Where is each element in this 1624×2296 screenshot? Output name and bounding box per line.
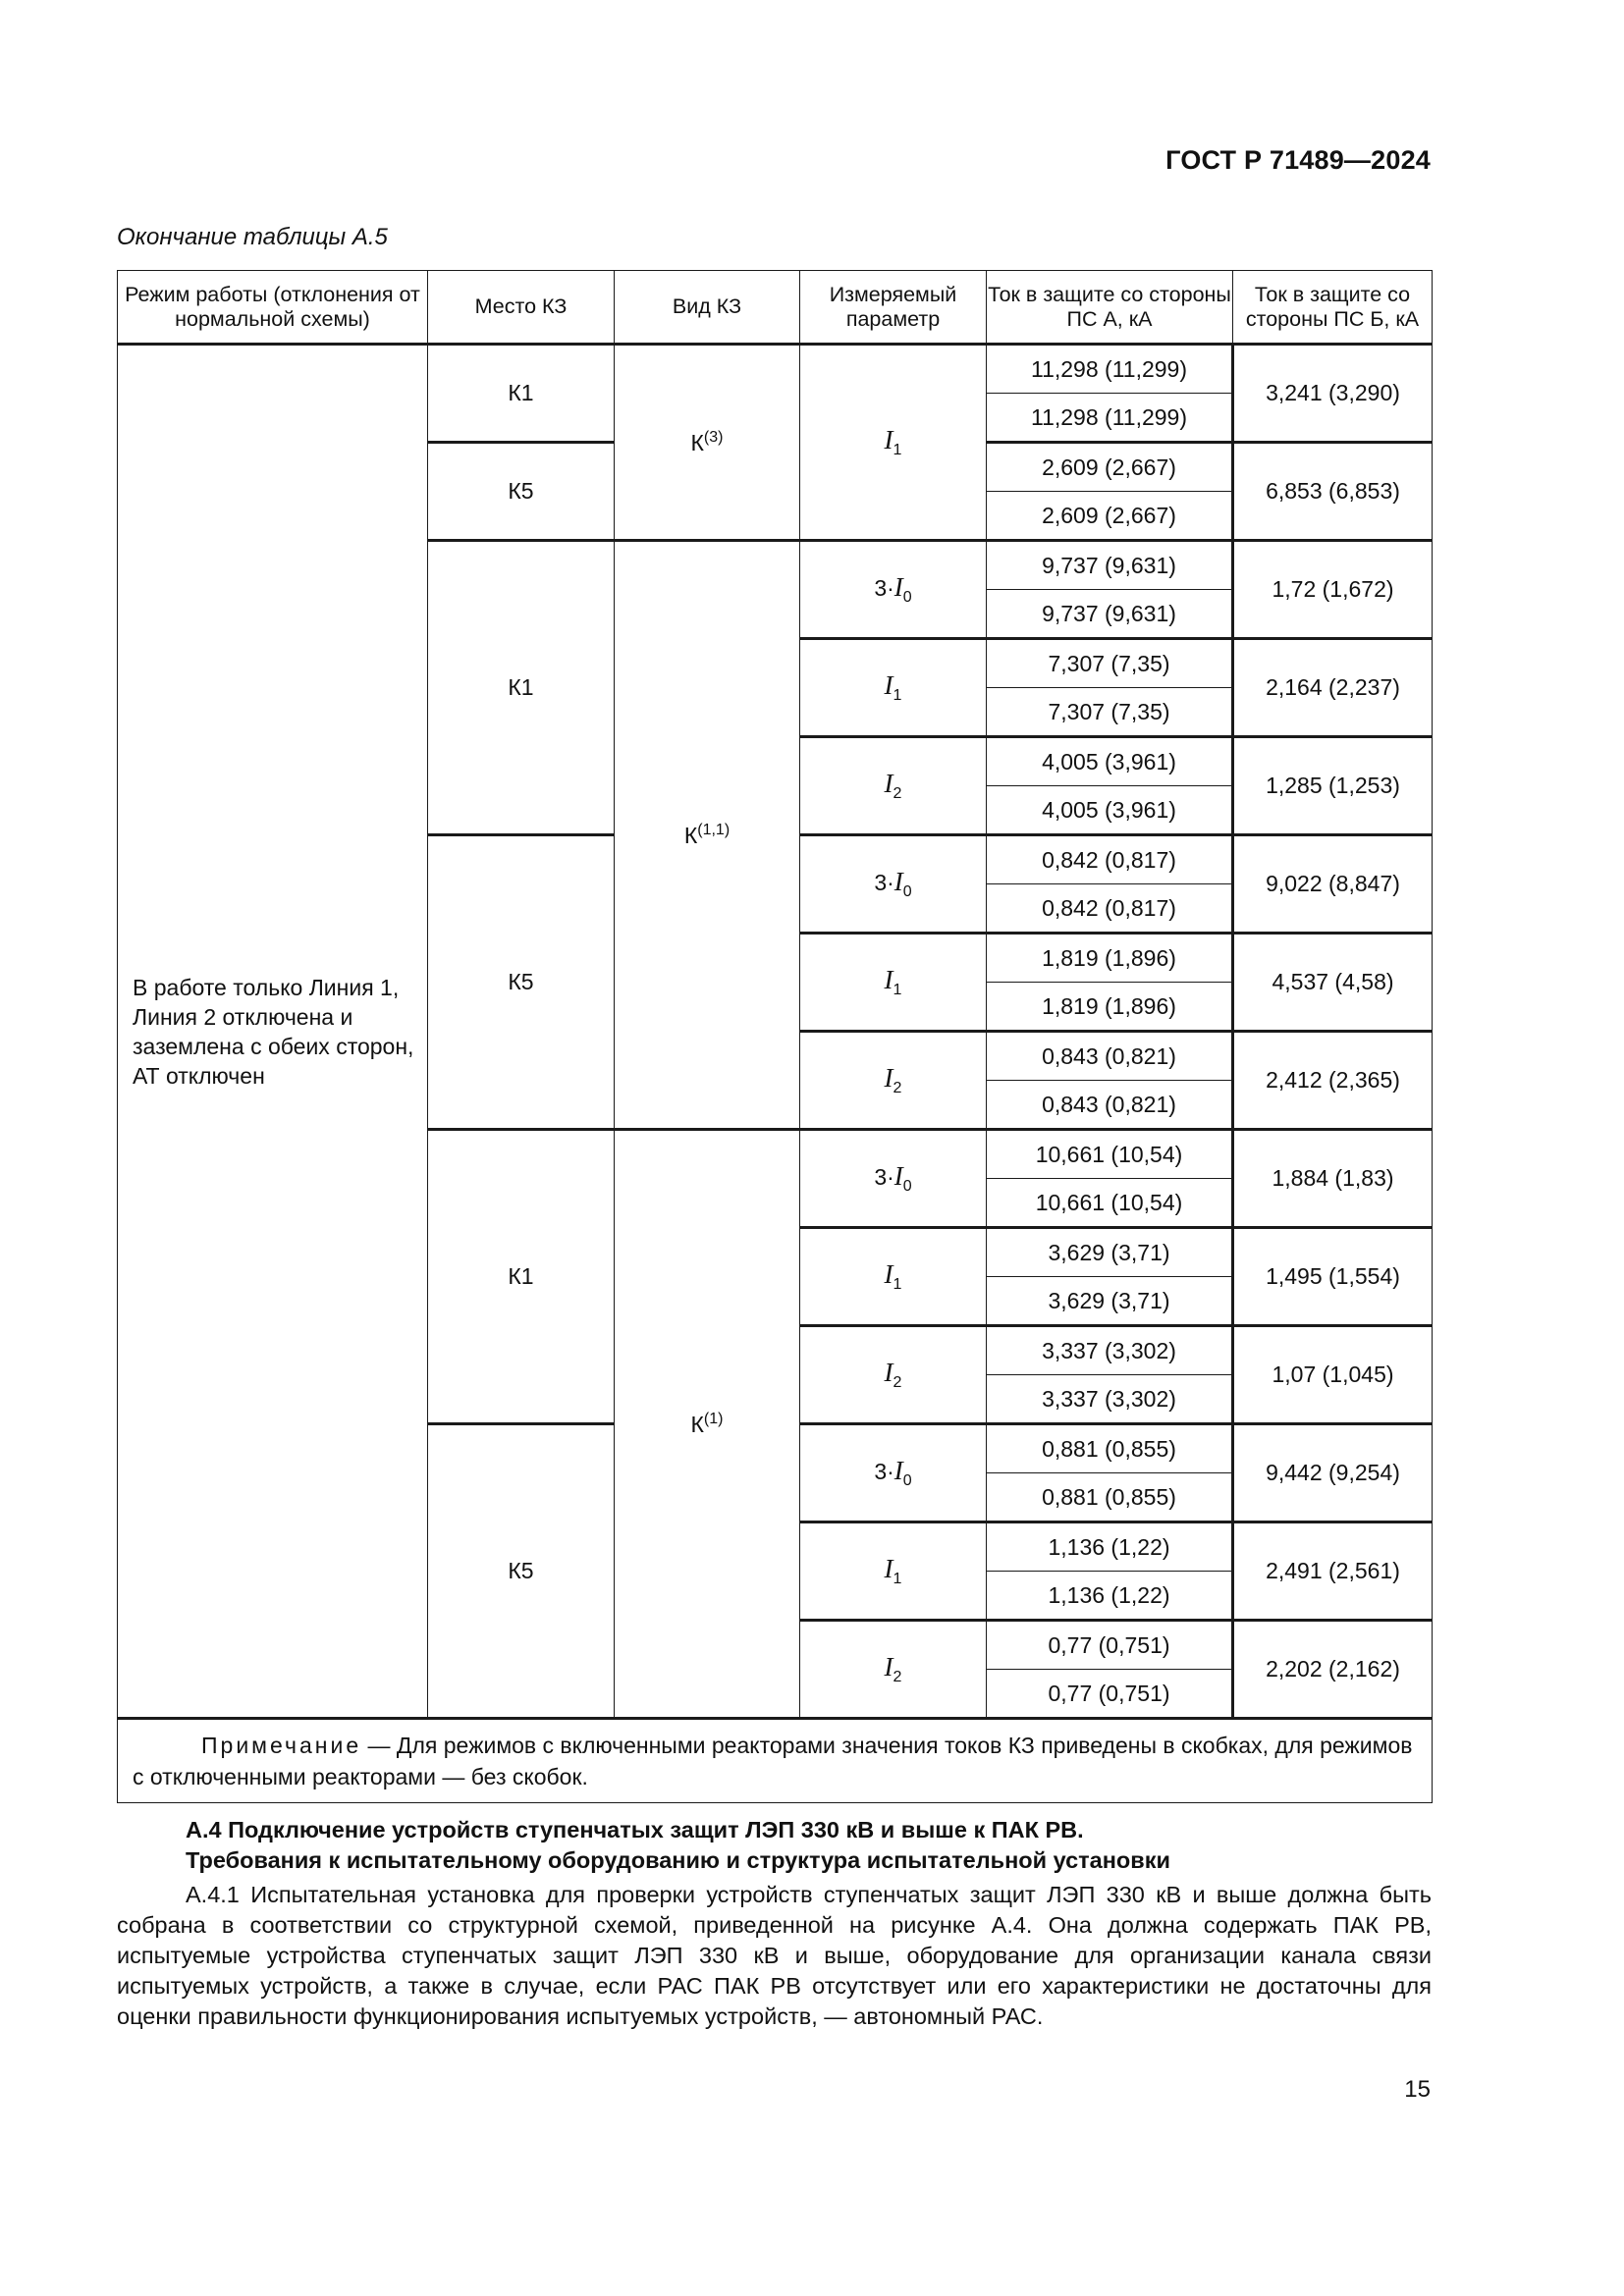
param-symbol: I	[884, 670, 893, 700]
param-sub: 2	[893, 1669, 902, 1685]
param-cell	[800, 1130, 987, 1228]
current-a-cell: 7,307 (7,35)	[987, 688, 1233, 737]
current-b-cell: 2,164 (2,237)	[1233, 639, 1433, 737]
kind-cell	[615, 541, 800, 1130]
param-sub: 2	[893, 1374, 902, 1391]
section-a4	[117, 1815, 1432, 2032]
param-symbol: I	[893, 867, 903, 896]
table-caption: Окончание таблицы А.5	[117, 224, 388, 250]
current-b-cell: 1,884 (1,83)	[1233, 1130, 1433, 1228]
col-header-mode: Режим работы (отклонения от нормальной схемы)	[118, 271, 428, 345]
kind-base: К	[690, 1411, 704, 1437]
page-number: 15	[1404, 2076, 1431, 2103]
current-a-cell: 0,842 (0,817)	[987, 884, 1233, 934]
param-symbol: I	[893, 1161, 903, 1191]
param-sub: 2	[893, 1080, 902, 1096]
kind-sup: (1,1)	[697, 821, 731, 838]
current-a-cell: 1,136 (1,22)	[987, 1572, 1233, 1621]
param-sub: 0	[902, 1178, 912, 1195]
current-b-cell: 1,07 (1,045)	[1233, 1326, 1433, 1424]
current-a-cell: 0,881 (0,855)	[987, 1473, 1233, 1522]
current-a-cell: 9,737 (9,631)	[987, 590, 1233, 639]
kind-base: К	[690, 429, 704, 455]
place-cell: К5	[428, 835, 615, 1130]
param-sub: 1	[893, 1276, 902, 1293]
param-symbol: I	[893, 1456, 903, 1485]
current-a-cell: 7,307 (7,35)	[987, 639, 1233, 688]
current-b-cell: 6,853 (6,853)	[1233, 443, 1433, 541]
kind-cell	[615, 345, 800, 541]
current-a-cell: 3,629 (3,71)	[987, 1277, 1233, 1326]
param-cell	[800, 639, 987, 737]
param-symbol: I	[884, 769, 893, 798]
current-a-cell: 10,661 (10,54)	[987, 1130, 1233, 1179]
place-cell: К1	[428, 1130, 615, 1424]
kind-base: К	[683, 822, 698, 848]
current-a-cell: 4,005 (3,961)	[987, 786, 1233, 835]
current-b-cell: 2,412 (2,365)	[1233, 1032, 1433, 1130]
current-a-cell: 0,842 (0,817)	[987, 835, 1233, 884]
param-cell	[800, 934, 987, 1032]
param-sub: 1	[893, 982, 902, 998]
current-a-cell: 11,298 (11,299)	[987, 345, 1233, 394]
param-sub: 0	[902, 1472, 912, 1489]
param-sub: 0	[902, 883, 912, 900]
document-id: ГОСТ Р 71489—2024	[1165, 145, 1431, 175]
current-a-cell: 3,337 (3,302)	[987, 1326, 1233, 1375]
param-cell	[800, 1621, 987, 1719]
param-cell	[800, 345, 987, 541]
note-text: — Для режимов с включенными реакторами значения токов КЗ приведены в скобках, для режимов с отключенными реакторами — без скобок.	[133, 1733, 1413, 1789]
current-a-cell: 10,661 (10,54)	[987, 1179, 1233, 1228]
kind-sup: (3)	[703, 428, 724, 446]
col-header-kind: Вид КЗ	[615, 271, 800, 345]
current-a-cell: 0,843 (0,821)	[987, 1081, 1233, 1130]
param-symbol: I	[884, 425, 893, 454]
param-sub: 1	[893, 1571, 902, 1587]
place-cell: К1	[428, 541, 615, 835]
param-symbol: I	[884, 1652, 893, 1682]
param-pre: 3·	[874, 1459, 894, 1484]
current-a-cell: 0,77 (0,751)	[987, 1621, 1233, 1670]
current-a-cell: 2,609 (2,667)	[987, 443, 1233, 492]
section-paragraph: А.4.1 Испытательная установка для проверки устройств ступенчатых защит ЛЭП 330 кВ и выше должна быть собрана в соответствии со структурной схемой, приведенной на рисунке А.4. Она должна содержать ПАК РВ, испытуемые устройства ступенчатых защит ЛЭП 330 кВ и выше, оборудование для организации канала связи испытуемых устройств, а также в случае, если РАС ПАК РВ отсутствует или его характеристики не достаточны для оценки правильности функционирования испытуемых устройств, — автономный РАС.	[117, 1882, 1432, 2029]
current-b-cell: 2,491 (2,561)	[1233, 1522, 1433, 1621]
param-cell	[800, 835, 987, 934]
param-cell	[800, 541, 987, 639]
place-cell: К1	[428, 345, 615, 443]
param-cell	[800, 737, 987, 835]
param-symbol: I	[884, 1063, 893, 1093]
param-cell	[800, 1522, 987, 1621]
current-b-cell: 4,537 (4,58)	[1233, 934, 1433, 1032]
current-b-cell: 3,241 (3,290)	[1233, 345, 1433, 443]
current-b-cell: 2,202 (2,162)	[1233, 1621, 1433, 1719]
param-cell	[800, 1326, 987, 1424]
param-cell	[800, 1032, 987, 1130]
col-header-place: Место КЗ	[428, 271, 615, 345]
section-heading-line-1: А.4 Подключение устройств ступенчатых защит ЛЭП 330 кВ и выше к ПАК РВ.	[186, 1817, 1084, 1842]
param-sub: 1	[893, 442, 902, 458]
param-cell	[800, 1424, 987, 1522]
col-header-current-b: Ток в защите со стороны ПС Б, кА	[1233, 271, 1433, 345]
col-header-param: Измеряемый параметр	[800, 271, 987, 345]
current-a-cell: 4,005 (3,961)	[987, 737, 1233, 786]
current-a-cell: 9,737 (9,631)	[987, 541, 1233, 590]
param-sub: 0	[902, 589, 912, 606]
kind-cell	[615, 1130, 800, 1719]
current-a-cell: 0,881 (0,855)	[987, 1424, 1233, 1473]
short-circuit-currents-table	[117, 270, 1433, 1803]
current-a-cell: 11,298 (11,299)	[987, 394, 1233, 443]
param-symbol: I	[884, 1358, 893, 1387]
param-cell	[800, 1228, 987, 1326]
current-b-cell: 1,285 (1,253)	[1233, 737, 1433, 835]
param-sub: 2	[893, 785, 902, 802]
param-pre: 3·	[874, 575, 894, 601]
place-cell: К5	[428, 1424, 615, 1719]
current-a-cell: 3,337 (3,302)	[987, 1375, 1233, 1424]
current-b-cell: 1,495 (1,554)	[1233, 1228, 1433, 1326]
current-a-cell: 0,77 (0,751)	[987, 1670, 1233, 1719]
current-b-cell: 1,72 (1,672)	[1233, 541, 1433, 639]
current-a-cell: 1,136 (1,22)	[987, 1522, 1233, 1572]
param-symbol: I	[893, 572, 903, 602]
param-symbol: I	[884, 1259, 893, 1289]
current-a-cell: 1,819 (1,896)	[987, 983, 1233, 1032]
current-b-cell: 9,022 (8,847)	[1233, 835, 1433, 934]
param-symbol: I	[884, 1554, 893, 1583]
section-heading-line-2: Требования к испытательному оборудованию и структура испытательной установки	[186, 1847, 1170, 1873]
current-a-cell: 1,819 (1,896)	[987, 934, 1233, 983]
current-b-cell: 9,442 (9,254)	[1233, 1424, 1433, 1522]
mode-cell: В работе только Линия 1, Линия 2 отключена и заземлена с обеих сторон, АТ отключен	[118, 345, 428, 1719]
kind-sup: (1)	[703, 1410, 724, 1427]
param-sub: 1	[893, 687, 902, 704]
current-a-cell: 2,609 (2,667)	[987, 492, 1233, 541]
place-cell: К5	[428, 443, 615, 541]
col-header-current-a: Ток в защите со стороны ПС А, кА	[987, 271, 1233, 345]
param-pre: 3·	[874, 870, 894, 895]
current-a-cell: 3,629 (3,71)	[987, 1228, 1233, 1277]
param-symbol: I	[884, 965, 893, 994]
table-note	[118, 1719, 1433, 1803]
note-label: Примечание	[201, 1733, 362, 1758]
param-pre: 3·	[874, 1164, 894, 1190]
current-a-cell: 0,843 (0,821)	[987, 1032, 1233, 1081]
